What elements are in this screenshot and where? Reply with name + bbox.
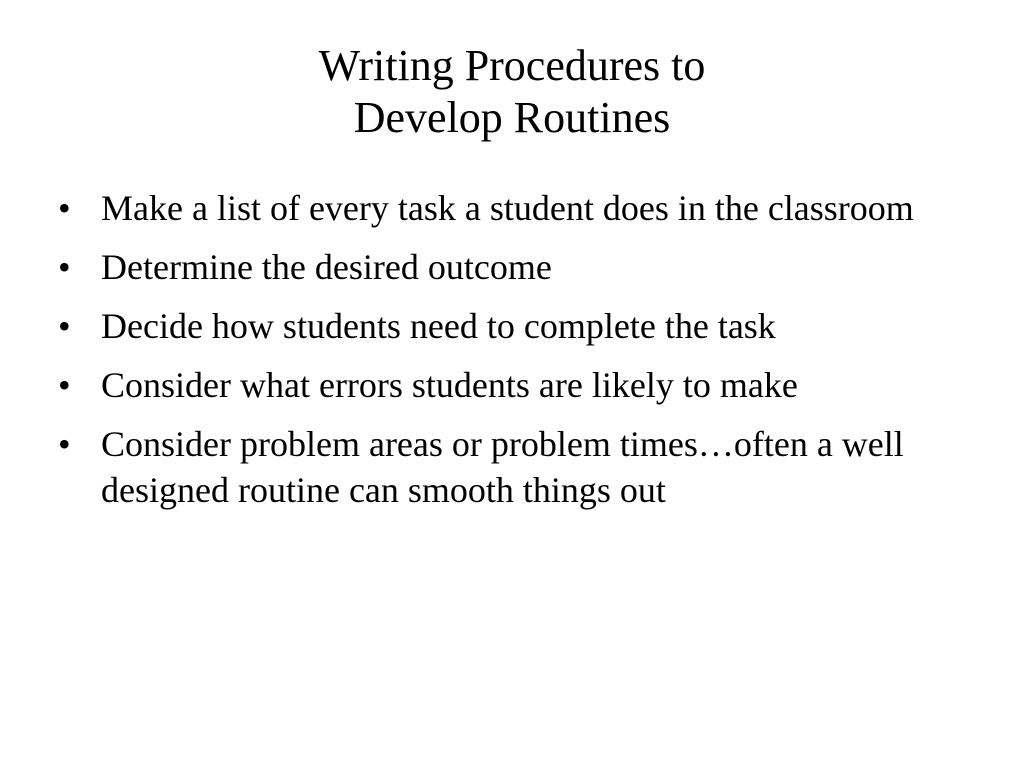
bullet-item-list-tasks [58,185,978,231]
bullet-item-complete-task [58,303,978,349]
bullet-point-icon: • [58,365,71,405]
bullet-item-errors [58,362,978,408]
bullet-point-icon: • [58,247,71,287]
bullet-item-problem-areas [58,421,978,513]
title-line-2: Develop Routines [353,93,671,142]
bullet-point-icon: • [58,188,71,228]
slide-title [0,40,1024,144]
bullet-item-desired-outcome [58,244,978,290]
bullet-text: Consider what errors students are likely to make [101,365,798,405]
bullet-point-icon: • [58,306,71,346]
bullet-list [58,185,978,526]
bullet-text: Make a list of every task a student does in the classroom [101,188,914,228]
bullet-point-icon: • [58,424,71,464]
bullet-text: Consider problem areas or problem times…often a well designed routine can smooth things out [101,424,904,510]
title-line-1: Writing Procedures to [318,41,706,90]
bullet-text: Decide how students need to complete the task [101,306,776,346]
bullet-text: Determine the desired outcome [101,247,552,287]
